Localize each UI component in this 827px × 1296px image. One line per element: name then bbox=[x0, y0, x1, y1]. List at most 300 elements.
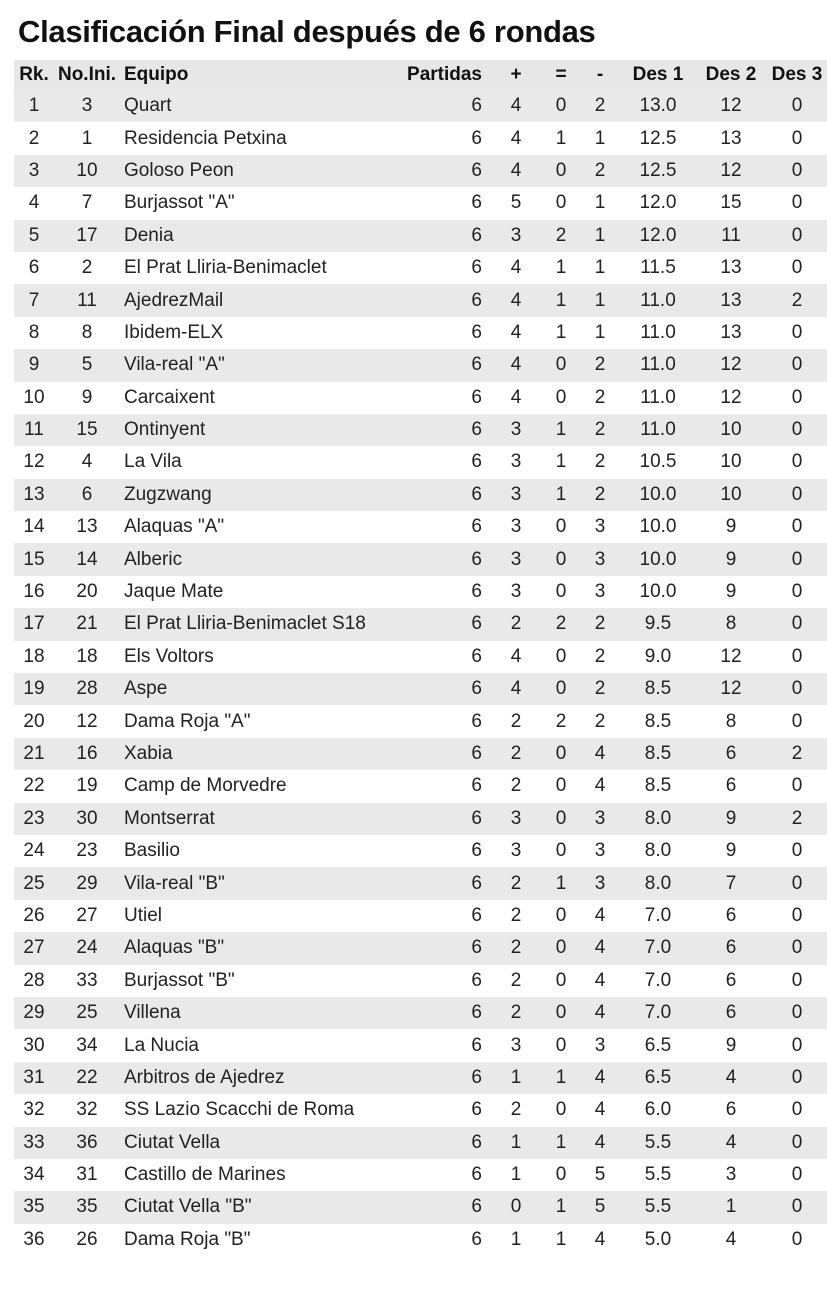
cell-des1: 9.0 bbox=[620, 641, 696, 673]
cell-wins: 4 bbox=[490, 122, 542, 154]
cell-no-ini: 4 bbox=[54, 446, 120, 478]
cell-des2: 6 bbox=[696, 997, 766, 1029]
header-row bbox=[14, 60, 827, 90]
cell-des1: 7.0 bbox=[620, 932, 696, 964]
cell-des2: 12 bbox=[696, 382, 766, 414]
cell-draws: 0 bbox=[542, 511, 580, 543]
cell-draws: 1 bbox=[542, 1062, 580, 1094]
cell-losses: 2 bbox=[580, 705, 620, 737]
table-row bbox=[14, 382, 827, 414]
cell-partidas: 6 bbox=[386, 155, 490, 187]
cell-losses: 2 bbox=[580, 382, 620, 414]
cell-des2: 4 bbox=[696, 1224, 766, 1256]
cell-des2: 12 bbox=[696, 155, 766, 187]
cell-wins: 4 bbox=[490, 284, 542, 316]
cell-losses: 3 bbox=[580, 835, 620, 867]
table-row bbox=[14, 641, 827, 673]
cell-no-ini: 6 bbox=[54, 479, 120, 511]
cell-wins: 0 bbox=[490, 1191, 542, 1223]
cell-rank: 20 bbox=[14, 705, 54, 737]
cell-wins: 1 bbox=[490, 1159, 542, 1191]
cell-des1: 8.0 bbox=[620, 867, 696, 899]
cell-losses: 2 bbox=[580, 608, 620, 640]
cell-draws: 0 bbox=[542, 673, 580, 705]
cell-des1: 7.0 bbox=[620, 965, 696, 997]
cell-des1: 8.5 bbox=[620, 738, 696, 770]
cell-no-ini: 1 bbox=[54, 122, 120, 154]
cell-wins: 2 bbox=[490, 608, 542, 640]
cell-rank: 27 bbox=[14, 932, 54, 964]
cell-des3: 0 bbox=[766, 90, 827, 122]
cell-partidas: 6 bbox=[386, 900, 490, 932]
table-row bbox=[14, 284, 827, 316]
cell-des2: 6 bbox=[696, 932, 766, 964]
cell-des1: 5.5 bbox=[620, 1127, 696, 1159]
cell-des1: 11.5 bbox=[620, 252, 696, 284]
cell-rank: 17 bbox=[14, 608, 54, 640]
cell-losses: 3 bbox=[580, 1029, 620, 1061]
cell-rank: 34 bbox=[14, 1159, 54, 1191]
cell-des1: 8.0 bbox=[620, 835, 696, 867]
cell-partidas: 6 bbox=[386, 1029, 490, 1061]
cell-des2: 8 bbox=[696, 608, 766, 640]
cell-team: Ibidem-ELX bbox=[120, 317, 386, 349]
cell-no-ini: 8 bbox=[54, 317, 120, 349]
table-row bbox=[14, 1159, 827, 1191]
cell-wins: 2 bbox=[490, 932, 542, 964]
cell-rank: 14 bbox=[14, 511, 54, 543]
cell-losses: 3 bbox=[580, 803, 620, 835]
cell-des3: 0 bbox=[766, 187, 827, 219]
cell-draws: 1 bbox=[542, 446, 580, 478]
cell-draws: 2 bbox=[542, 608, 580, 640]
cell-des3: 2 bbox=[766, 803, 827, 835]
cell-team: Jaque Mate bbox=[120, 576, 386, 608]
cell-draws: 1 bbox=[542, 317, 580, 349]
table-row bbox=[14, 155, 827, 187]
cell-des3: 0 bbox=[766, 317, 827, 349]
cell-losses: 4 bbox=[580, 1062, 620, 1094]
cell-wins: 3 bbox=[490, 543, 542, 575]
cell-team: Alberic bbox=[120, 543, 386, 575]
cell-losses: 1 bbox=[580, 122, 620, 154]
cell-wins: 4 bbox=[490, 252, 542, 284]
cell-wins: 4 bbox=[490, 673, 542, 705]
cell-losses: 1 bbox=[580, 317, 620, 349]
cell-des2: 8 bbox=[696, 705, 766, 737]
cell-des2: 12 bbox=[696, 641, 766, 673]
cell-team: El Prat Lliria-Benimaclet bbox=[120, 252, 386, 284]
cell-partidas: 6 bbox=[386, 349, 490, 381]
cell-des3: 0 bbox=[766, 608, 827, 640]
cell-des1: 11.0 bbox=[620, 382, 696, 414]
cell-des2: 9 bbox=[696, 511, 766, 543]
cell-team: Ciutat Vella "B" bbox=[120, 1191, 386, 1223]
cell-des1: 12.5 bbox=[620, 155, 696, 187]
cell-rank: 36 bbox=[14, 1224, 54, 1256]
table-row bbox=[14, 1191, 827, 1223]
cell-rank: 5 bbox=[14, 220, 54, 252]
cell-wins: 2 bbox=[490, 738, 542, 770]
cell-partidas: 6 bbox=[386, 220, 490, 252]
cell-draws: 0 bbox=[542, 382, 580, 414]
cell-draws: 0 bbox=[542, 835, 580, 867]
cell-des3: 0 bbox=[766, 997, 827, 1029]
cell-partidas: 6 bbox=[386, 479, 490, 511]
cell-team: Alaquas "A" bbox=[120, 511, 386, 543]
cell-des1: 5.5 bbox=[620, 1191, 696, 1223]
cell-losses: 4 bbox=[580, 900, 620, 932]
table-row bbox=[14, 122, 827, 154]
cell-draws: 1 bbox=[542, 1191, 580, 1223]
cell-no-ini: 25 bbox=[54, 997, 120, 1029]
cell-no-ini: 3 bbox=[54, 90, 120, 122]
cell-des1: 7.0 bbox=[620, 997, 696, 1029]
cell-rank: 33 bbox=[14, 1127, 54, 1159]
cell-no-ini: 19 bbox=[54, 770, 120, 802]
cell-losses: 3 bbox=[580, 511, 620, 543]
cell-des3: 0 bbox=[766, 382, 827, 414]
cell-losses: 4 bbox=[580, 738, 620, 770]
header-no-ini: No.Ini. bbox=[54, 60, 120, 90]
cell-team: Goloso Peon bbox=[120, 155, 386, 187]
page-title: Clasificación Final después de 6 rondas bbox=[18, 14, 596, 49]
cell-team: La Nucia bbox=[120, 1029, 386, 1061]
cell-wins: 2 bbox=[490, 770, 542, 802]
cell-partidas: 6 bbox=[386, 803, 490, 835]
table-row bbox=[14, 965, 827, 997]
cell-des3: 0 bbox=[766, 770, 827, 802]
cell-des1: 5.5 bbox=[620, 1159, 696, 1191]
cell-losses: 4 bbox=[580, 770, 620, 802]
cell-des2: 1 bbox=[696, 1191, 766, 1223]
cell-losses: 4 bbox=[580, 1127, 620, 1159]
cell-partidas: 6 bbox=[386, 867, 490, 899]
cell-rank: 2 bbox=[14, 122, 54, 154]
cell-losses: 4 bbox=[580, 965, 620, 997]
cell-des1: 10.0 bbox=[620, 576, 696, 608]
cell-partidas: 6 bbox=[386, 1159, 490, 1191]
cell-des3: 0 bbox=[766, 252, 827, 284]
header-equipo: Equipo bbox=[120, 60, 386, 90]
cell-wins: 3 bbox=[490, 479, 542, 511]
cell-team: Montserrat bbox=[120, 803, 386, 835]
cell-des2: 7 bbox=[696, 867, 766, 899]
cell-draws: 1 bbox=[542, 867, 580, 899]
cell-wins: 2 bbox=[490, 705, 542, 737]
cell-wins: 4 bbox=[490, 155, 542, 187]
cell-wins: 2 bbox=[490, 900, 542, 932]
cell-rank: 7 bbox=[14, 284, 54, 316]
cell-no-ini: 16 bbox=[54, 738, 120, 770]
cell-partidas: 6 bbox=[386, 932, 490, 964]
table-row bbox=[14, 511, 827, 543]
cell-team: Camp de Morvedre bbox=[120, 770, 386, 802]
cell-des2: 13 bbox=[696, 252, 766, 284]
table-row bbox=[14, 90, 827, 122]
cell-losses: 2 bbox=[580, 673, 620, 705]
cell-des1: 11.0 bbox=[620, 349, 696, 381]
cell-partidas: 6 bbox=[386, 122, 490, 154]
cell-des1: 8.0 bbox=[620, 803, 696, 835]
cell-des2: 12 bbox=[696, 349, 766, 381]
cell-team: Xabia bbox=[120, 738, 386, 770]
cell-des1: 12.0 bbox=[620, 187, 696, 219]
cell-no-ini: 24 bbox=[54, 932, 120, 964]
cell-draws: 1 bbox=[542, 414, 580, 446]
cell-team: Ciutat Vella bbox=[120, 1127, 386, 1159]
table-row bbox=[14, 1062, 827, 1094]
cell-partidas: 6 bbox=[386, 252, 490, 284]
header-wins: + bbox=[490, 60, 542, 90]
cell-no-ini: 28 bbox=[54, 673, 120, 705]
cell-des3: 0 bbox=[766, 1127, 827, 1159]
table-row bbox=[14, 252, 827, 284]
cell-des2: 9 bbox=[696, 576, 766, 608]
cell-des1: 8.5 bbox=[620, 770, 696, 802]
cell-no-ini: 32 bbox=[54, 1094, 120, 1126]
cell-des3: 0 bbox=[766, 835, 827, 867]
table-row bbox=[14, 738, 827, 770]
cell-wins: 3 bbox=[490, 446, 542, 478]
cell-draws: 1 bbox=[542, 284, 580, 316]
cell-rank: 8 bbox=[14, 317, 54, 349]
cell-partidas: 6 bbox=[386, 835, 490, 867]
table-row bbox=[14, 835, 827, 867]
table-row bbox=[14, 1127, 827, 1159]
cell-draws: 0 bbox=[542, 155, 580, 187]
cell-team: Basilio bbox=[120, 835, 386, 867]
standings-table bbox=[14, 60, 827, 1256]
cell-rank: 32 bbox=[14, 1094, 54, 1126]
cell-no-ini: 23 bbox=[54, 835, 120, 867]
cell-rank: 25 bbox=[14, 867, 54, 899]
cell-losses: 2 bbox=[580, 155, 620, 187]
cell-draws: 2 bbox=[542, 705, 580, 737]
cell-draws: 0 bbox=[542, 641, 580, 673]
table-row bbox=[14, 349, 827, 381]
cell-draws: 0 bbox=[542, 1159, 580, 1191]
cell-losses: 1 bbox=[580, 284, 620, 316]
cell-draws: 0 bbox=[542, 576, 580, 608]
cell-wins: 4 bbox=[490, 641, 542, 673]
cell-team: Ontinyent bbox=[120, 414, 386, 446]
cell-partidas: 6 bbox=[386, 284, 490, 316]
cell-losses: 1 bbox=[580, 220, 620, 252]
cell-draws: 0 bbox=[542, 349, 580, 381]
cell-rank: 23 bbox=[14, 803, 54, 835]
header-des2: Des 2 bbox=[696, 60, 766, 90]
header-rank: Rk. bbox=[14, 60, 54, 90]
cell-des3: 0 bbox=[766, 1062, 827, 1094]
cell-no-ini: 11 bbox=[54, 284, 120, 316]
cell-team: Residencia Petxina bbox=[120, 122, 386, 154]
cell-losses: 2 bbox=[580, 349, 620, 381]
cell-no-ini: 26 bbox=[54, 1224, 120, 1256]
header-des1: Des 1 bbox=[620, 60, 696, 90]
table-row bbox=[14, 705, 827, 737]
cell-rank: 31 bbox=[14, 1062, 54, 1094]
cell-des2: 9 bbox=[696, 803, 766, 835]
table-row bbox=[14, 608, 827, 640]
cell-partidas: 6 bbox=[386, 414, 490, 446]
cell-des1: 11.0 bbox=[620, 317, 696, 349]
cell-des3: 2 bbox=[766, 738, 827, 770]
cell-partidas: 6 bbox=[386, 511, 490, 543]
cell-rank: 28 bbox=[14, 965, 54, 997]
table-row bbox=[14, 187, 827, 219]
cell-draws: 1 bbox=[542, 122, 580, 154]
cell-des1: 10.0 bbox=[620, 543, 696, 575]
cell-no-ini: 29 bbox=[54, 867, 120, 899]
cell-des1: 8.5 bbox=[620, 673, 696, 705]
cell-rank: 30 bbox=[14, 1029, 54, 1061]
cell-des3: 0 bbox=[766, 414, 827, 446]
cell-des2: 9 bbox=[696, 543, 766, 575]
table-row bbox=[14, 997, 827, 1029]
cell-no-ini: 13 bbox=[54, 511, 120, 543]
cell-no-ini: 5 bbox=[54, 349, 120, 381]
cell-rank: 13 bbox=[14, 479, 54, 511]
cell-team: Alaquas "B" bbox=[120, 932, 386, 964]
cell-losses: 2 bbox=[580, 446, 620, 478]
cell-draws: 0 bbox=[542, 932, 580, 964]
cell-des3: 0 bbox=[766, 673, 827, 705]
cell-wins: 3 bbox=[490, 511, 542, 543]
cell-rank: 19 bbox=[14, 673, 54, 705]
cell-partidas: 6 bbox=[386, 1191, 490, 1223]
cell-des3: 0 bbox=[766, 479, 827, 511]
cell-team: Dama Roja "A" bbox=[120, 705, 386, 737]
cell-des3: 0 bbox=[766, 155, 827, 187]
cell-rank: 15 bbox=[14, 543, 54, 575]
cell-wins: 2 bbox=[490, 867, 542, 899]
cell-team: Denia bbox=[120, 220, 386, 252]
cell-losses: 3 bbox=[580, 543, 620, 575]
table-row bbox=[14, 543, 827, 575]
cell-des1: 6.0 bbox=[620, 1094, 696, 1126]
cell-no-ini: 14 bbox=[54, 543, 120, 575]
cell-rank: 10 bbox=[14, 382, 54, 414]
cell-partidas: 6 bbox=[386, 187, 490, 219]
cell-des1: 11.0 bbox=[620, 414, 696, 446]
cell-no-ini: 20 bbox=[54, 576, 120, 608]
table-row bbox=[14, 1029, 827, 1061]
cell-des1: 10.0 bbox=[620, 479, 696, 511]
cell-team: Aspe bbox=[120, 673, 386, 705]
cell-des1: 10.0 bbox=[620, 511, 696, 543]
cell-no-ini: 36 bbox=[54, 1127, 120, 1159]
table-row bbox=[14, 803, 827, 835]
cell-draws: 0 bbox=[542, 1029, 580, 1061]
cell-des1: 11.0 bbox=[620, 284, 696, 316]
cell-draws: 0 bbox=[542, 543, 580, 575]
cell-des2: 6 bbox=[696, 965, 766, 997]
cell-des2: 6 bbox=[696, 900, 766, 932]
cell-partidas: 6 bbox=[386, 770, 490, 802]
header-des3: Des 3 bbox=[766, 60, 827, 90]
cell-team: Villena bbox=[120, 997, 386, 1029]
cell-no-ini: 35 bbox=[54, 1191, 120, 1223]
cell-losses: 2 bbox=[580, 90, 620, 122]
cell-rank: 4 bbox=[14, 187, 54, 219]
cell-team: La Vila bbox=[120, 446, 386, 478]
cell-des1: 13.0 bbox=[620, 90, 696, 122]
cell-partidas: 6 bbox=[386, 446, 490, 478]
cell-partidas: 6 bbox=[386, 673, 490, 705]
cell-losses: 5 bbox=[580, 1159, 620, 1191]
cell-team: Burjassot "A" bbox=[120, 187, 386, 219]
cell-draws: 1 bbox=[542, 1127, 580, 1159]
cell-wins: 2 bbox=[490, 1094, 542, 1126]
cell-partidas: 6 bbox=[386, 1094, 490, 1126]
cell-draws: 0 bbox=[542, 90, 580, 122]
cell-des2: 10 bbox=[696, 446, 766, 478]
cell-partidas: 6 bbox=[386, 997, 490, 1029]
table-row bbox=[14, 317, 827, 349]
cell-rank: 16 bbox=[14, 576, 54, 608]
cell-des3: 0 bbox=[766, 446, 827, 478]
cell-partidas: 6 bbox=[386, 576, 490, 608]
cell-wins: 4 bbox=[490, 382, 542, 414]
cell-rank: 1 bbox=[14, 90, 54, 122]
table-row bbox=[14, 576, 827, 608]
table-row bbox=[14, 932, 827, 964]
header-losses: - bbox=[580, 60, 620, 90]
cell-des2: 13 bbox=[696, 317, 766, 349]
cell-wins: 2 bbox=[490, 997, 542, 1029]
cell-team: Castillo de Marines bbox=[120, 1159, 386, 1191]
cell-rank: 3 bbox=[14, 155, 54, 187]
table-row bbox=[14, 414, 827, 446]
cell-no-ini: 7 bbox=[54, 187, 120, 219]
cell-des2: 13 bbox=[696, 122, 766, 154]
cell-no-ini: 9 bbox=[54, 382, 120, 414]
cell-team: Vila-real "B" bbox=[120, 867, 386, 899]
cell-draws: 0 bbox=[542, 900, 580, 932]
table-row bbox=[14, 446, 827, 478]
cell-draws: 0 bbox=[542, 997, 580, 1029]
cell-des3: 0 bbox=[766, 543, 827, 575]
cell-wins: 3 bbox=[490, 835, 542, 867]
cell-des3: 0 bbox=[766, 641, 827, 673]
cell-team: Els Voltors bbox=[120, 641, 386, 673]
cell-partidas: 6 bbox=[386, 608, 490, 640]
cell-des3: 0 bbox=[766, 122, 827, 154]
cell-no-ini: 10 bbox=[54, 155, 120, 187]
cell-draws: 2 bbox=[542, 220, 580, 252]
table-row bbox=[14, 479, 827, 511]
cell-no-ini: 18 bbox=[54, 641, 120, 673]
cell-draws: 0 bbox=[542, 770, 580, 802]
cell-draws: 0 bbox=[542, 738, 580, 770]
cell-partidas: 6 bbox=[386, 738, 490, 770]
table-row bbox=[14, 1094, 827, 1126]
cell-wins: 3 bbox=[490, 220, 542, 252]
cell-des2: 6 bbox=[696, 1094, 766, 1126]
cell-des3: 0 bbox=[766, 1224, 827, 1256]
cell-no-ini: 17 bbox=[54, 220, 120, 252]
header-draws: = bbox=[542, 60, 580, 90]
cell-des3: 0 bbox=[766, 349, 827, 381]
cell-team: Vila-real "A" bbox=[120, 349, 386, 381]
cell-des2: 6 bbox=[696, 770, 766, 802]
cell-team: Burjassot "B" bbox=[120, 965, 386, 997]
cell-des2: 12 bbox=[696, 90, 766, 122]
cell-team: Dama Roja "B" bbox=[120, 1224, 386, 1256]
cell-wins: 1 bbox=[490, 1062, 542, 1094]
table-row bbox=[14, 867, 827, 899]
